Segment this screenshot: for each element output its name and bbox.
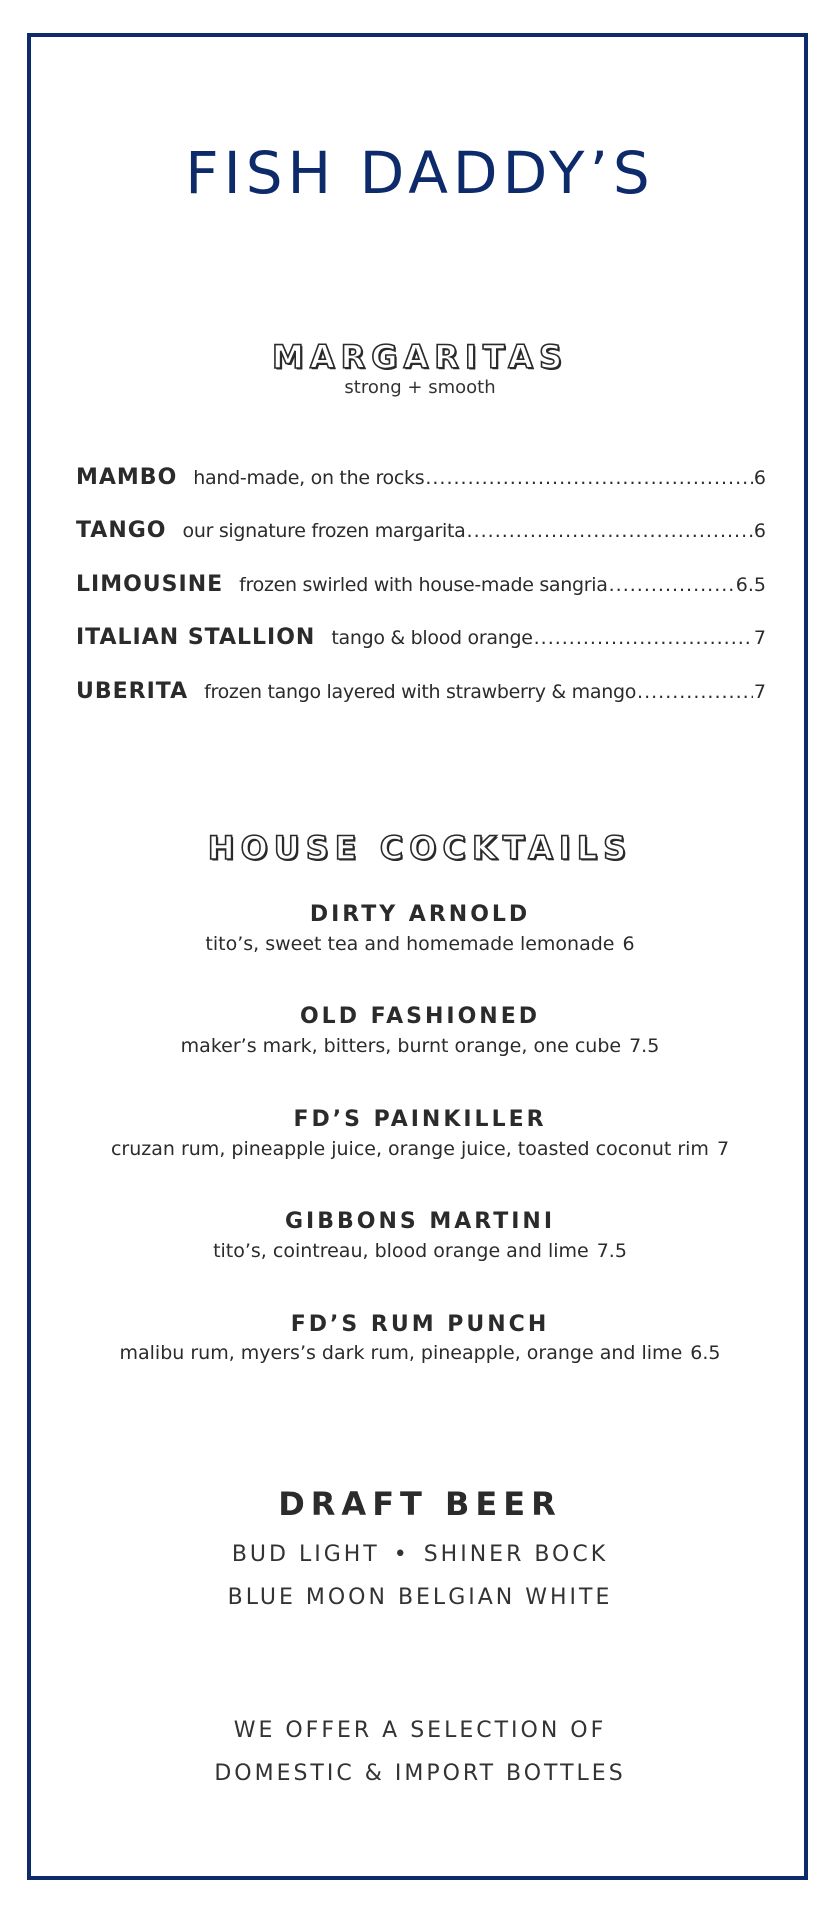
cocktail-price: 6 bbox=[622, 933, 635, 955]
dot-leader bbox=[425, 463, 753, 493]
cocktail-description: maker’s mark, bitters, burnt orange, one cube bbox=[180, 1035, 622, 1057]
cocktail-description-line bbox=[0, 1033, 840, 1059]
dot-leader bbox=[637, 677, 753, 707]
beer-name: BUD LIGHT bbox=[231, 1542, 380, 1567]
margarita-price: 7 bbox=[753, 681, 766, 703]
margarita-price: 7 bbox=[753, 627, 766, 649]
margarita-description: frozen swirled with house-made sangria bbox=[239, 574, 608, 596]
margarita-price: 6 bbox=[753, 520, 766, 542]
margarita-name: LIMOUSINE bbox=[76, 572, 224, 597]
draft-beer-line-2 bbox=[0, 1583, 840, 1613]
cocktail-name: FD’S RUM PUNCH bbox=[290, 1312, 550, 1337]
dot-leader bbox=[467, 516, 753, 546]
cocktail-description: malibu rum, myers’s dark rum, pineapple, orange and lime bbox=[119, 1342, 683, 1364]
margarita-description: our signature frozen margarita bbox=[182, 520, 466, 542]
margarita-price: 6.5 bbox=[735, 574, 766, 596]
cocktail-price: 7.5 bbox=[629, 1035, 660, 1057]
margarita-name: UBERITA bbox=[76, 679, 189, 704]
cocktail-description-line bbox=[0, 1136, 840, 1162]
dot-leader bbox=[534, 623, 753, 653]
margarita-item-mambo bbox=[76, 463, 766, 493]
cocktail-description-line bbox=[0, 931, 840, 957]
cocktail-name: GIBBONS MARTINI bbox=[284, 1209, 556, 1234]
beer-name: SHINER BOCK bbox=[423, 1542, 609, 1567]
restaurant-title: FISH DADDY’S bbox=[185, 139, 655, 207]
draft-beer-heading: DRAFT BEER bbox=[278, 1485, 562, 1523]
cocktail-name: DIRTY ARNOLD bbox=[309, 902, 531, 927]
beer-name: BLUE MOON BELGIAN WHITE bbox=[227, 1585, 613, 1610]
cocktail-description-line bbox=[0, 1340, 840, 1366]
draft-beer-line-1 bbox=[0, 1540, 840, 1570]
cocktail-price: 7.5 bbox=[596, 1240, 627, 1262]
margarita-description: frozen tango layered with strawberry & mango bbox=[204, 681, 637, 703]
dot-leader bbox=[609, 570, 735, 600]
margarita-item-uberita bbox=[76, 677, 766, 707]
bottles-note-line-1: WE OFFER A SELECTION OF bbox=[233, 1718, 607, 1743]
cocktail-description-line bbox=[0, 1238, 840, 1264]
margaritas-heading: MARGARITAS bbox=[272, 338, 568, 376]
bottles-note-line-2: DOMESTIC & IMPORT BOTTLES bbox=[214, 1761, 626, 1786]
margarita-name: MAMBO bbox=[76, 465, 178, 490]
cocktail-name: OLD FASHIONED bbox=[299, 1004, 541, 1029]
margarita-name: ITALIAN STALLION bbox=[76, 625, 316, 650]
cocktail-price: 7 bbox=[716, 1138, 730, 1160]
cocktail-name: FD’S PAINKILLER bbox=[293, 1107, 547, 1132]
house-cocktails-heading: HOUSE COCKTAILS bbox=[207, 829, 633, 867]
bullet-separator: • bbox=[393, 1542, 410, 1567]
cocktail-description: cruzan rum, pineapple juice, orange juice, toasted coconut rim bbox=[110, 1138, 709, 1160]
margarita-item-tango bbox=[76, 516, 766, 546]
margarita-item-limousine bbox=[76, 570, 766, 600]
margarita-price: 6 bbox=[753, 467, 766, 489]
margarita-item-italian-stallion bbox=[76, 623, 766, 653]
margaritas-subtitle: strong + smooth bbox=[344, 377, 496, 398]
cocktail-description: tito’s, cointreau, blood orange and lime bbox=[213, 1240, 589, 1262]
margarita-description: hand-made, on the rocks bbox=[193, 467, 425, 489]
cocktail-price: 6.5 bbox=[690, 1342, 721, 1364]
margarita-name: TANGO bbox=[76, 518, 167, 543]
cocktail-description: tito’s, sweet tea and homemade lemonade bbox=[205, 933, 615, 955]
margarita-description: tango & blood orange bbox=[331, 627, 533, 649]
